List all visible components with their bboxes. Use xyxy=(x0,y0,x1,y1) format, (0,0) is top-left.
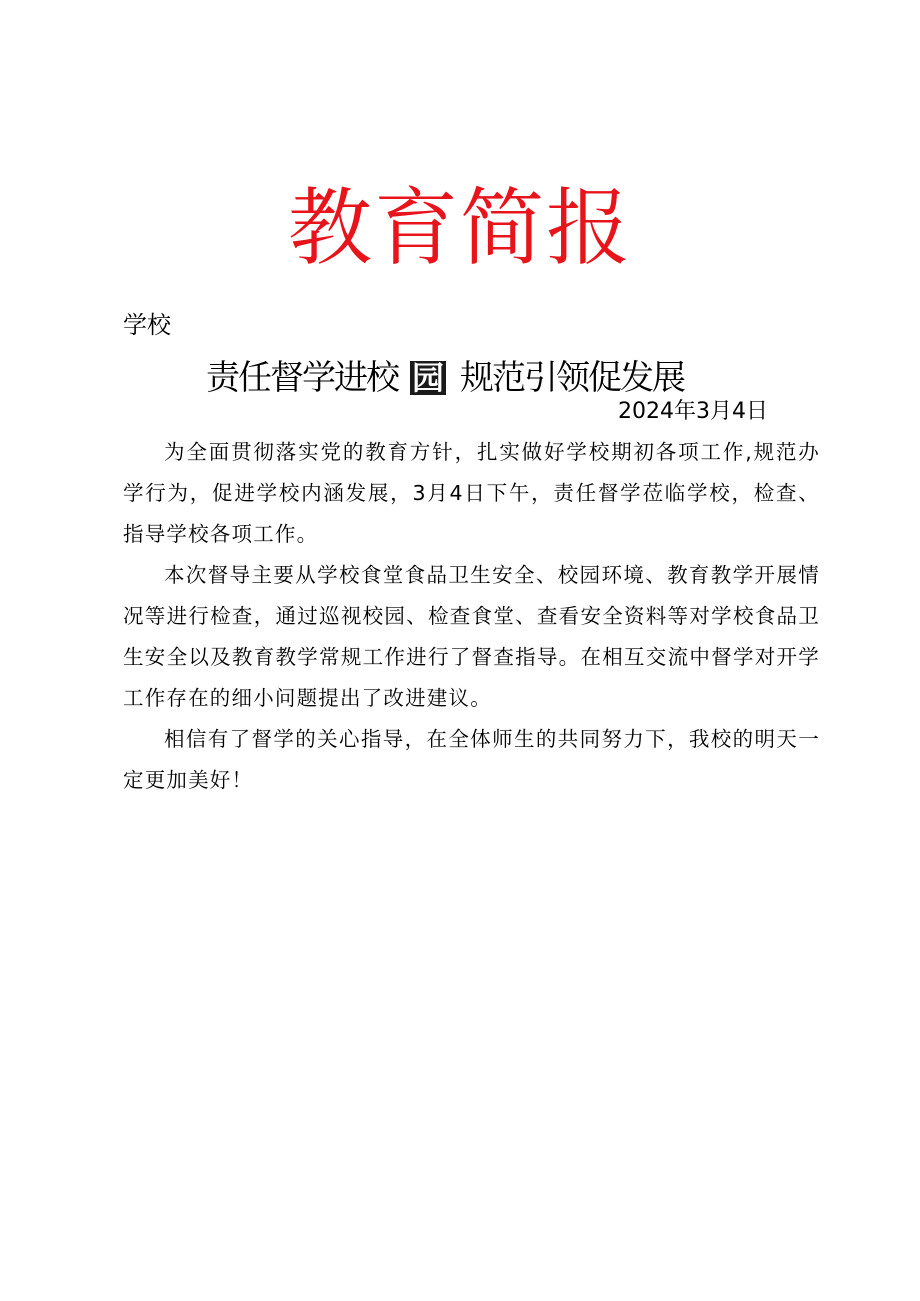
body-paragraph-2: 本次督导主要从学校食堂食品卫生安全、校园环境、教育教学开展情况等进行检查，通过巡视校园、检查食堂、查看安全资料等对学校食品卫生安全以及教育教学常规工作进行了督查指导。在相互交流中督学对开学工作存在的细小问题提出了改进建议。 xyxy=(123,563,820,710)
article-body xyxy=(123,432,820,801)
headline-right-text: 规范引领促发展 xyxy=(460,357,685,398)
newsletter-masthead-title: 教育简报 xyxy=(287,179,632,277)
headline-boxed-character: 园 xyxy=(412,358,445,397)
body-paragraph-1: 为全面贯彻落实党的教育方针，扎实做好学校期初各项工作,规范办学行为，促进学校内涵发展，3月4日下午，责任督学莅临学校，检查、指导学校各项工作。 xyxy=(123,440,820,546)
article-date: 2024年3月4日 xyxy=(618,399,768,424)
body-paragraph-3: 相信有了督学的关心指导，在全体师生的共同努力下，我校的明天一定更加美好！ xyxy=(123,727,820,792)
school-name: 学校 xyxy=(123,311,171,339)
headline-left-text: 责任督学进校 xyxy=(206,357,398,398)
article-headline xyxy=(206,353,684,399)
